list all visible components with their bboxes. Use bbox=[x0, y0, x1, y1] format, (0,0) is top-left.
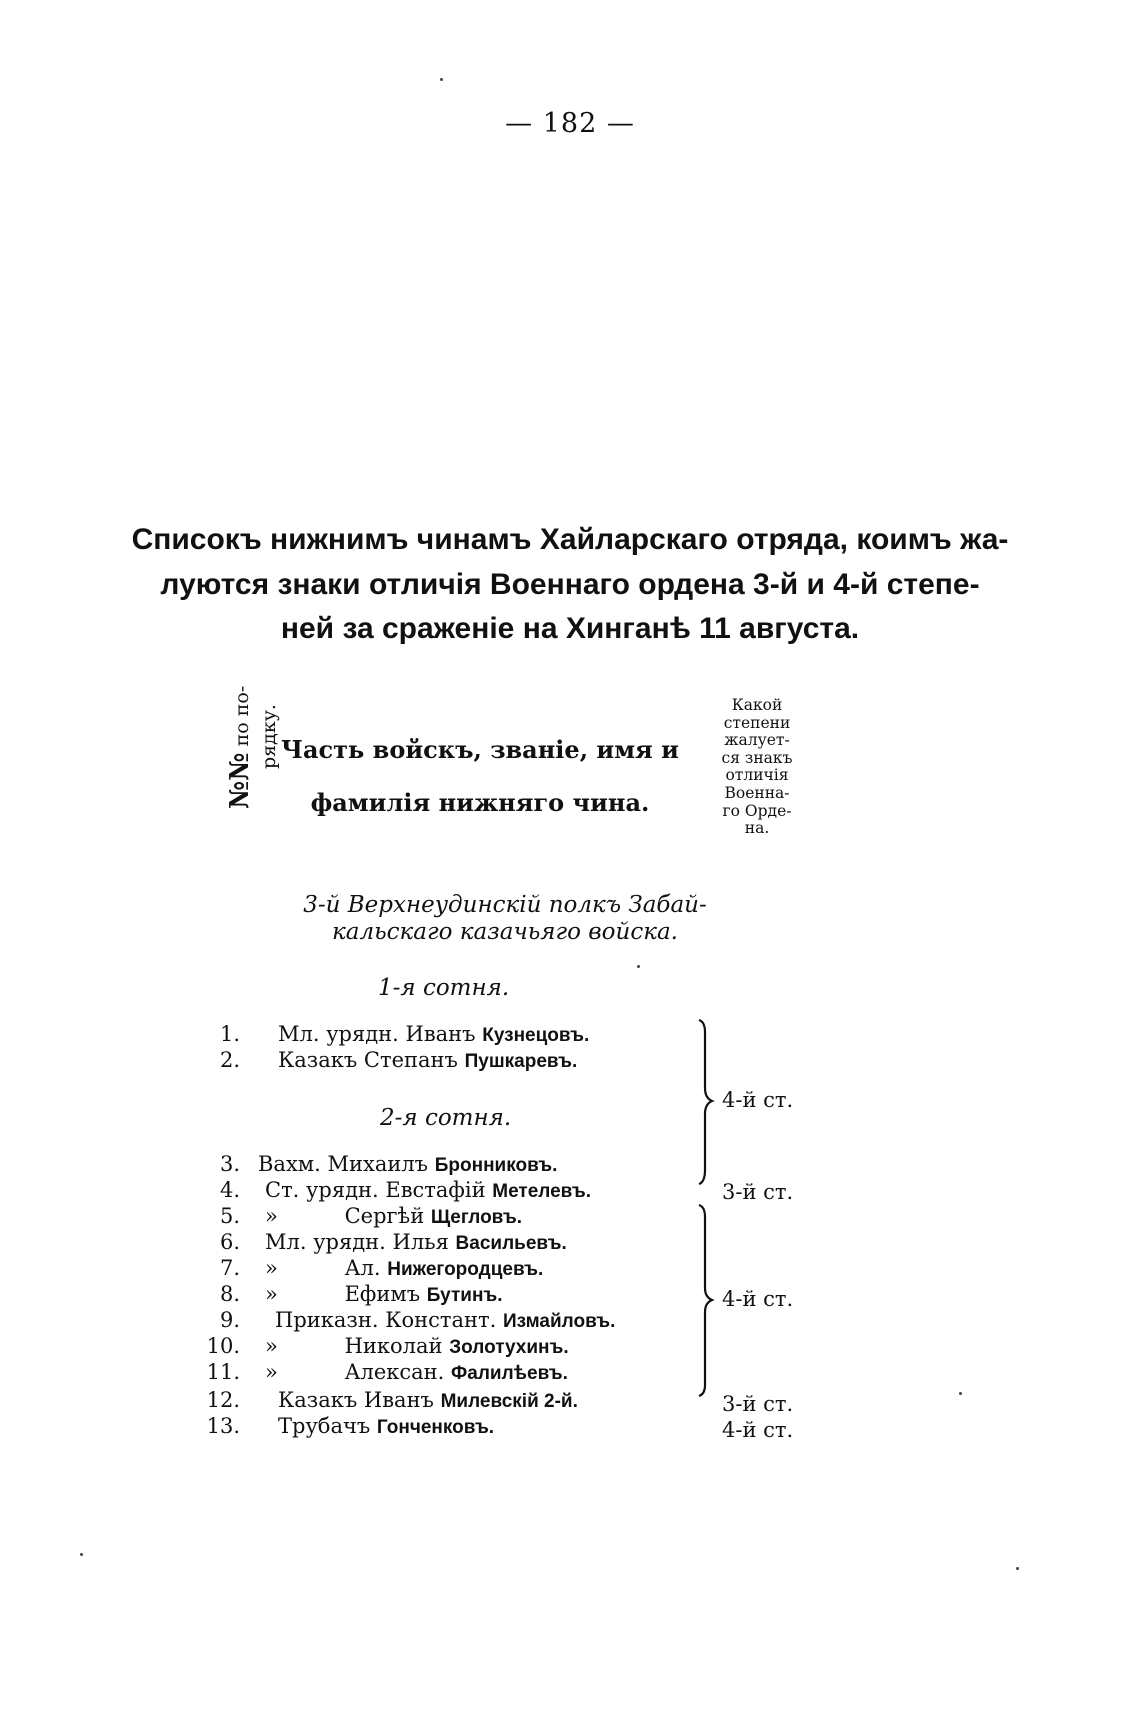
degree-group-1: 4-й ст. bbox=[722, 1088, 794, 1112]
row-number: 10. bbox=[206, 1334, 240, 1358]
header-number-column bbox=[227, 649, 285, 809]
row-number: 2. bbox=[219, 1048, 240, 1072]
row-surname: Бронниковъ. bbox=[434, 1155, 558, 1176]
row-number: 3. bbox=[219, 1152, 240, 1176]
row-surname: Нижегородцевъ. bbox=[387, 1259, 544, 1280]
row-surname: Золотухинъ. bbox=[449, 1337, 569, 1358]
row-number: 1. bbox=[219, 1022, 240, 1046]
number-col-label-2: рядку. bbox=[258, 704, 280, 769]
roster-row bbox=[0, 1360, 1140, 1386]
row-rank-name: Казакъ Степанъ bbox=[278, 1048, 458, 1072]
print-speck bbox=[440, 78, 443, 81]
degree-header-line: отличія bbox=[725, 766, 789, 785]
row-surname: Васильевъ. bbox=[455, 1233, 567, 1254]
row-surname: Метелевъ. bbox=[492, 1181, 591, 1202]
row-number: 8. bbox=[219, 1282, 240, 1306]
roster-row bbox=[0, 1256, 1140, 1282]
degree-header-line: Военна- bbox=[724, 783, 790, 802]
row-surname: Милевскій 2-й. bbox=[440, 1391, 578, 1412]
title-line-2: луются знаки отличія Военнаго ордена 3-й и 4-й степе- bbox=[160, 568, 980, 601]
page-number: — 182 — bbox=[505, 108, 635, 139]
row-rank-name: Мл. урядн. Иванъ bbox=[278, 1022, 476, 1046]
row-rank-name: Мл. урядн. Илья bbox=[265, 1230, 449, 1254]
row-number: 12. bbox=[206, 1388, 240, 1412]
roster-row bbox=[0, 1388, 1140, 1414]
number-sign: №№ bbox=[225, 752, 255, 809]
degree-header-line: Какой bbox=[731, 696, 783, 714]
number-col-label-1: по по- bbox=[231, 685, 253, 747]
roster-row bbox=[0, 1204, 1140, 1230]
roster-row bbox=[0, 1230, 1140, 1256]
degree-header-line: на. bbox=[744, 819, 770, 838]
row-number: 6. bbox=[219, 1230, 240, 1254]
roster-row bbox=[0, 1178, 1140, 1204]
roster-row bbox=[0, 1308, 1140, 1334]
title-line-3: ней за сраженіе на Хинганѣ 11 августа. bbox=[280, 612, 860, 645]
row-number: 9. bbox=[219, 1308, 240, 1332]
degree-header-line: го Орде- bbox=[722, 801, 792, 820]
row-surname: Бутинъ. bbox=[426, 1285, 503, 1306]
row-rank-name: Вахм. Михаилъ bbox=[258, 1152, 429, 1176]
degree-header-line: ся знакъ bbox=[721, 748, 793, 767]
row-rank-name: Ст. урядн. Евстафій bbox=[265, 1178, 486, 1202]
degree-row-12: 3-й ст. bbox=[722, 1392, 794, 1416]
print-speck bbox=[1016, 1567, 1019, 1570]
sotnia-1-heading: 1-я сотня. bbox=[378, 975, 510, 1001]
row-rank-name: Трубачъ bbox=[278, 1414, 371, 1438]
row-surname: Гонченковъ. bbox=[376, 1417, 495, 1438]
row-rank-name: » Ефимъ bbox=[265, 1282, 421, 1306]
print-speck bbox=[959, 1392, 962, 1395]
row-rank-name: » Николай bbox=[265, 1334, 443, 1358]
header-name-column-line-2: фамилія нижняго чина. bbox=[310, 788, 650, 817]
title-line-1: Списокъ нижнимъ чинамъ Хайларскаго отряда, коимъ жа- bbox=[131, 523, 1009, 556]
header-degree-column bbox=[704, 697, 810, 838]
row-rank-name: » Сергѣй bbox=[265, 1204, 425, 1228]
row-rank-name: Приказн. Констант. bbox=[275, 1308, 497, 1332]
row-number: 5. bbox=[219, 1204, 240, 1228]
row-rank-name: Казакъ Иванъ bbox=[278, 1388, 434, 1412]
degree-row-4: 3-й ст. bbox=[722, 1180, 794, 1204]
roster-row bbox=[0, 1414, 1140, 1440]
row-surname: Фалилѣевъ. bbox=[451, 1363, 568, 1384]
print-speck bbox=[637, 965, 640, 968]
print-speck bbox=[80, 1553, 83, 1556]
roster-row bbox=[0, 1282, 1140, 1308]
row-rank-name: » Ал. bbox=[265, 1256, 381, 1280]
row-surname: Кузнецовъ. bbox=[482, 1025, 590, 1046]
roster-row bbox=[0, 1022, 1140, 1048]
sotnia-2-heading: 2-я сотня. bbox=[380, 1105, 512, 1131]
row-surname: Щегловъ. bbox=[430, 1207, 523, 1228]
row-number: 7. bbox=[219, 1256, 240, 1280]
row-number: 4. bbox=[219, 1178, 240, 1202]
roster-row bbox=[0, 1048, 1140, 1074]
degree-row-13: 4-й ст. bbox=[722, 1418, 794, 1442]
row-surname: Пушкаревъ. bbox=[464, 1051, 578, 1072]
row-number: 13. bbox=[206, 1414, 240, 1438]
roster-row bbox=[0, 1152, 1140, 1178]
row-surname: Измайловъ. bbox=[502, 1311, 616, 1332]
row-number: 11. bbox=[206, 1360, 240, 1384]
header-name-column-line-1: Часть войскъ, званіе, имя и bbox=[281, 735, 679, 764]
degree-group-2: 4-й ст. bbox=[722, 1287, 794, 1311]
degree-header-line: степени bbox=[723, 713, 791, 732]
row-rank-name: » Алексан. bbox=[265, 1360, 445, 1384]
roster-row bbox=[0, 1334, 1140, 1360]
regiment-line-2: кальскаго казачьяго войска. bbox=[332, 919, 678, 945]
regiment-line-1: 3-й Верхнеудинскій полкъ Забай- bbox=[303, 892, 707, 918]
degree-header-line: жалует- bbox=[724, 731, 790, 750]
